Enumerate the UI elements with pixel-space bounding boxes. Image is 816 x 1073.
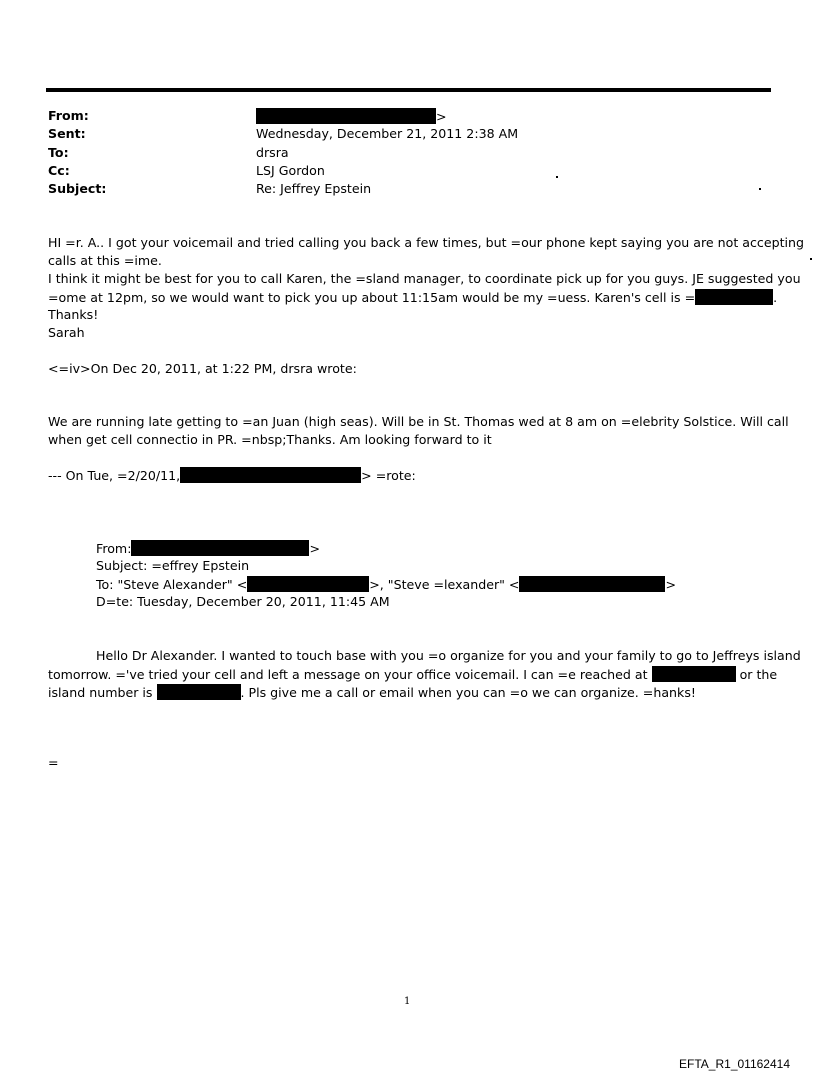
body-text: --- On Tue, =2/20/11, bbox=[48, 468, 181, 483]
redaction-box bbox=[131, 540, 309, 556]
signature: Sarah bbox=[48, 325, 85, 340]
sent-value: Wednesday, December 21, 2011 2:38 AM bbox=[256, 126, 519, 141]
fwd-message-line bbox=[48, 684, 696, 700]
document-id: EFTA_R1_01162414 bbox=[679, 1057, 790, 1071]
thanks-line: Thanks! bbox=[48, 307, 99, 322]
body-line: We are running late getting to =an Juan (high seas). Will be in St. Thomas wed at 8 am on =elebrity Solstice. Will call bbox=[48, 414, 789, 429]
fwd-text: or the bbox=[739, 667, 778, 682]
fwd-from bbox=[96, 540, 320, 556]
fwd-to-text: > bbox=[665, 577, 677, 592]
from-label: From: bbox=[48, 108, 89, 123]
body-line: HI =r. A.. I got your voicemail and tried calling you back a few times, but =our phone kept saying you are not accepting bbox=[48, 235, 804, 250]
fwd-to bbox=[96, 576, 676, 592]
body-text: =ome at 12pm, so we would want to pick you up about 11:15am would be my =uess. Karen's cell is = bbox=[48, 290, 696, 305]
subject-value: Re: Jeffrey Epstein bbox=[256, 181, 372, 196]
fwd-subject: Subject: =effrey Epstein bbox=[96, 558, 250, 573]
speck bbox=[759, 188, 761, 190]
cc-value: LSJ Gordon bbox=[256, 163, 325, 178]
redaction-box bbox=[652, 666, 736, 682]
redaction-box bbox=[247, 576, 369, 592]
redaction-box bbox=[256, 108, 436, 124]
body-text: > =rote: bbox=[361, 468, 416, 483]
header-rule bbox=[46, 88, 771, 92]
redaction-box bbox=[519, 576, 665, 592]
body-line: calls at this =ime. bbox=[48, 253, 162, 268]
from-suffix: > bbox=[436, 109, 447, 124]
trailing-equals: = bbox=[48, 755, 59, 770]
speck bbox=[556, 176, 558, 178]
fwd-date: D=te: Tuesday, December 20, 2011, 11:45 AM bbox=[96, 594, 390, 609]
cc-label: Cc: bbox=[48, 163, 70, 178]
to-label: To: bbox=[48, 145, 69, 160]
body-line: I think it might be best for you to call Karen, the =sland manager, to coordinate pick up for you guys. JE suggested you bbox=[48, 271, 801, 286]
body-line: when get cell connectio in PR. =nbsp;Thanks. Am looking forward to it bbox=[48, 432, 492, 447]
fwd-message-line bbox=[48, 666, 777, 682]
fwd-from-label: From: bbox=[96, 541, 132, 556]
fwd-message-line: Hello Dr Alexander. I wanted to touch base with you =o organize for you and your family to go to Jeffreys island bbox=[96, 648, 801, 663]
redaction-box bbox=[157, 684, 241, 700]
fwd-to-text: To: "Steve Alexander" < bbox=[96, 577, 248, 592]
fwd-text: tomorrow. ='ve tried your cell and left a message on your office voicemail. I can =e reached at bbox=[48, 667, 648, 682]
body-line bbox=[48, 467, 416, 483]
fwd-to-text: >, "Steve =lexander" < bbox=[369, 577, 520, 592]
sent-label: Sent: bbox=[48, 126, 86, 141]
speck bbox=[810, 258, 812, 260]
body-text: . bbox=[773, 290, 778, 305]
fwd-from-suffix: > bbox=[309, 541, 321, 556]
body-line bbox=[48, 289, 777, 305]
fwd-text: . Pls give me a call or email when you can =o we can organize. =hanks! bbox=[240, 685, 696, 700]
redaction-box bbox=[695, 289, 773, 305]
fwd-text: island number is bbox=[48, 685, 153, 700]
redaction-box bbox=[180, 467, 361, 483]
page-number: 1 bbox=[404, 996, 411, 1007]
to-value: drsra bbox=[256, 145, 289, 160]
quote-intro: <=iv>On Dec 20, 2011, at 1:22 PM, drsra wrote: bbox=[48, 361, 357, 376]
from-value bbox=[256, 108, 447, 124]
subject-label: Subject: bbox=[48, 181, 107, 196]
